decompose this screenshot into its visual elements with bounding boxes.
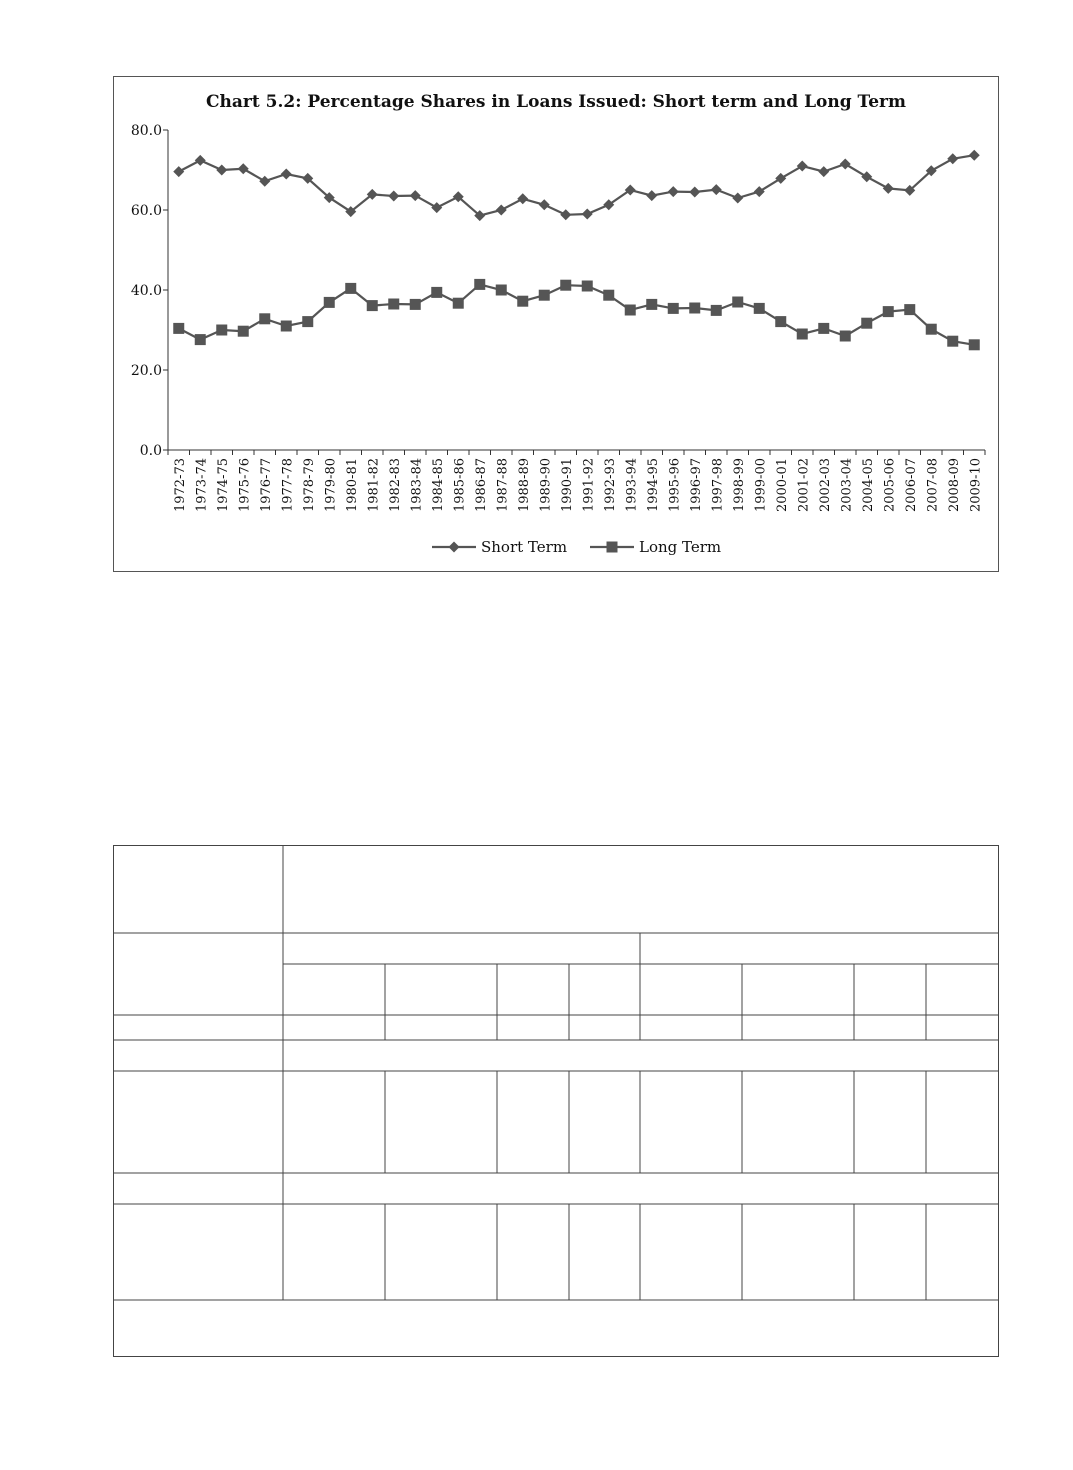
- x-tick-label: 1988-89: [516, 458, 532, 513]
- data-point: [883, 183, 894, 194]
- data-point: [969, 339, 980, 350]
- data-point: [969, 150, 980, 161]
- data-point: [904, 304, 915, 315]
- data-point: [539, 199, 550, 210]
- data-point: [560, 209, 571, 220]
- x-tick-label: 1989-90: [538, 458, 554, 513]
- data-point: [775, 173, 786, 184]
- x-tick-label: 1985-86: [452, 458, 468, 513]
- data-point: [216, 165, 227, 176]
- data-point: [281, 169, 292, 180]
- data-point: [431, 287, 442, 298]
- data-point: [388, 191, 399, 202]
- data-point: [345, 283, 356, 294]
- x-tick-label: 1973-74: [194, 458, 210, 513]
- x-tick-label: 1974-75: [215, 458, 231, 513]
- chart-legend: [432, 538, 721, 556]
- table-grid: [113, 845, 999, 1357]
- x-tick-label: 1995-96: [667, 458, 683, 513]
- data-point: [861, 318, 872, 329]
- x-tick-label: 1990-91: [559, 458, 575, 513]
- line-chart: [114, 77, 998, 571]
- y-tick-label: 0.0: [139, 443, 162, 459]
- data-point: [797, 161, 808, 172]
- data-point: [324, 297, 335, 308]
- x-tick-label: 1998-99: [731, 458, 747, 513]
- x-tick-label: 1977-78: [280, 458, 296, 513]
- x-tick-label: 1972-73: [172, 458, 188, 513]
- x-tick-label: 1997-98: [710, 458, 726, 513]
- data-point: [840, 159, 851, 170]
- x-tick-label: 1981-82: [366, 458, 382, 513]
- data-point: [474, 279, 485, 290]
- x-tick-label: 1982-83: [387, 458, 403, 513]
- x-tick-label: 1975-76: [237, 458, 253, 513]
- x-tick-label: 1984-85: [430, 458, 446, 513]
- data-point: [582, 281, 593, 292]
- data-point: [517, 193, 528, 204]
- data-point: [668, 186, 679, 197]
- data-point: [861, 171, 872, 182]
- chart-series: [173, 150, 980, 351]
- table-border: [114, 846, 999, 1357]
- data-point: [173, 166, 184, 177]
- data-point: [625, 305, 636, 316]
- data-point: [754, 186, 765, 197]
- x-tick-label: 1994-95: [645, 458, 661, 513]
- chart-title: Chart 5.2: Percentage Shares in Loans Issued: Short term and Long Term: [205, 92, 907, 112]
- data-point: [668, 303, 679, 314]
- x-tick-label: 1978-79: [301, 458, 317, 513]
- data-point: [195, 155, 206, 166]
- data-point: [926, 324, 937, 335]
- y-tick-label: 60.0: [130, 203, 162, 219]
- data-point: [732, 297, 743, 308]
- data-point: [388, 299, 399, 310]
- data-point: [775, 316, 786, 327]
- data-point: [840, 331, 851, 342]
- x-tick-label: 2000-01: [774, 458, 790, 513]
- data-point: [410, 190, 421, 201]
- series-short-term: [173, 150, 980, 221]
- x-tick-label: 1996-97: [688, 458, 704, 513]
- chart-frame: [113, 76, 999, 572]
- data-point: [689, 303, 700, 314]
- data-point: [410, 299, 421, 310]
- y-tick-label: 80.0: [130, 123, 162, 139]
- data-point: [560, 280, 571, 291]
- empty-table: [113, 845, 999, 1357]
- data-point: [646, 190, 657, 201]
- data-point: [259, 176, 270, 187]
- data-point: [517, 296, 528, 307]
- data-point: [582, 209, 593, 220]
- data-point: [302, 316, 313, 327]
- x-tick-label: 1999-00: [753, 458, 769, 513]
- x-tick-label: 2005-06: [882, 458, 898, 513]
- data-point: [539, 290, 550, 301]
- x-tick-label: 2004-05: [860, 458, 876, 513]
- data-point: [496, 285, 507, 296]
- data-point: [496, 205, 507, 216]
- data-point: [711, 184, 722, 195]
- data-point: [732, 193, 743, 204]
- x-tick-label: 1992-93: [602, 458, 618, 513]
- data-point: [797, 329, 808, 340]
- x-tick-label: 1980-81: [344, 458, 360, 513]
- data-point: [754, 303, 765, 314]
- x-tick-label: 1991-92: [581, 458, 597, 513]
- x-tick-label: 2002-03: [817, 458, 833, 513]
- data-point: [646, 299, 657, 310]
- x-tick-label: 2009-10: [968, 458, 984, 513]
- x-tick-label: 2001-02: [796, 458, 812, 513]
- x-tick-label: 1979-80: [323, 458, 339, 513]
- data-point: [238, 326, 249, 337]
- x-tick-label: 2007-08: [925, 458, 941, 513]
- chart-axes: [131, 123, 985, 512]
- data-point: [818, 323, 829, 334]
- x-tick-label: 1987-88: [495, 458, 511, 513]
- data-point: [883, 306, 894, 317]
- data-point: [818, 166, 829, 177]
- x-tick-label: 1976-77: [258, 458, 274, 513]
- data-point: [216, 325, 227, 336]
- data-point: [607, 542, 618, 553]
- series-long-term: [173, 279, 980, 350]
- y-tick-label: 20.0: [130, 363, 162, 379]
- data-point: [259, 313, 270, 324]
- data-point: [711, 305, 722, 316]
- data-point: [689, 187, 700, 198]
- series-line: [179, 155, 975, 215]
- data-point: [449, 542, 460, 553]
- x-tick-label: 1993-94: [624, 458, 640, 513]
- data-point: [947, 336, 958, 347]
- x-tick-label: 1983-84: [409, 458, 425, 513]
- data-point: [453, 298, 464, 309]
- data-point: [947, 153, 958, 164]
- data-point: [238, 163, 249, 174]
- data-point: [603, 290, 614, 301]
- x-tick-label: 1986-87: [473, 458, 489, 513]
- data-point: [367, 300, 378, 311]
- x-tick-label: 2008-09: [946, 458, 962, 513]
- data-point: [195, 334, 206, 345]
- series-line: [179, 284, 975, 344]
- legend-label: Short Term: [481, 538, 568, 556]
- y-tick-label: 40.0: [130, 283, 162, 299]
- data-point: [281, 321, 292, 332]
- x-tick-label: 2003-04: [839, 458, 855, 513]
- data-point: [431, 202, 442, 213]
- data-point: [173, 323, 184, 334]
- x-tick-label: 2006-07: [903, 458, 919, 513]
- legend-label: Long Term: [639, 538, 722, 556]
